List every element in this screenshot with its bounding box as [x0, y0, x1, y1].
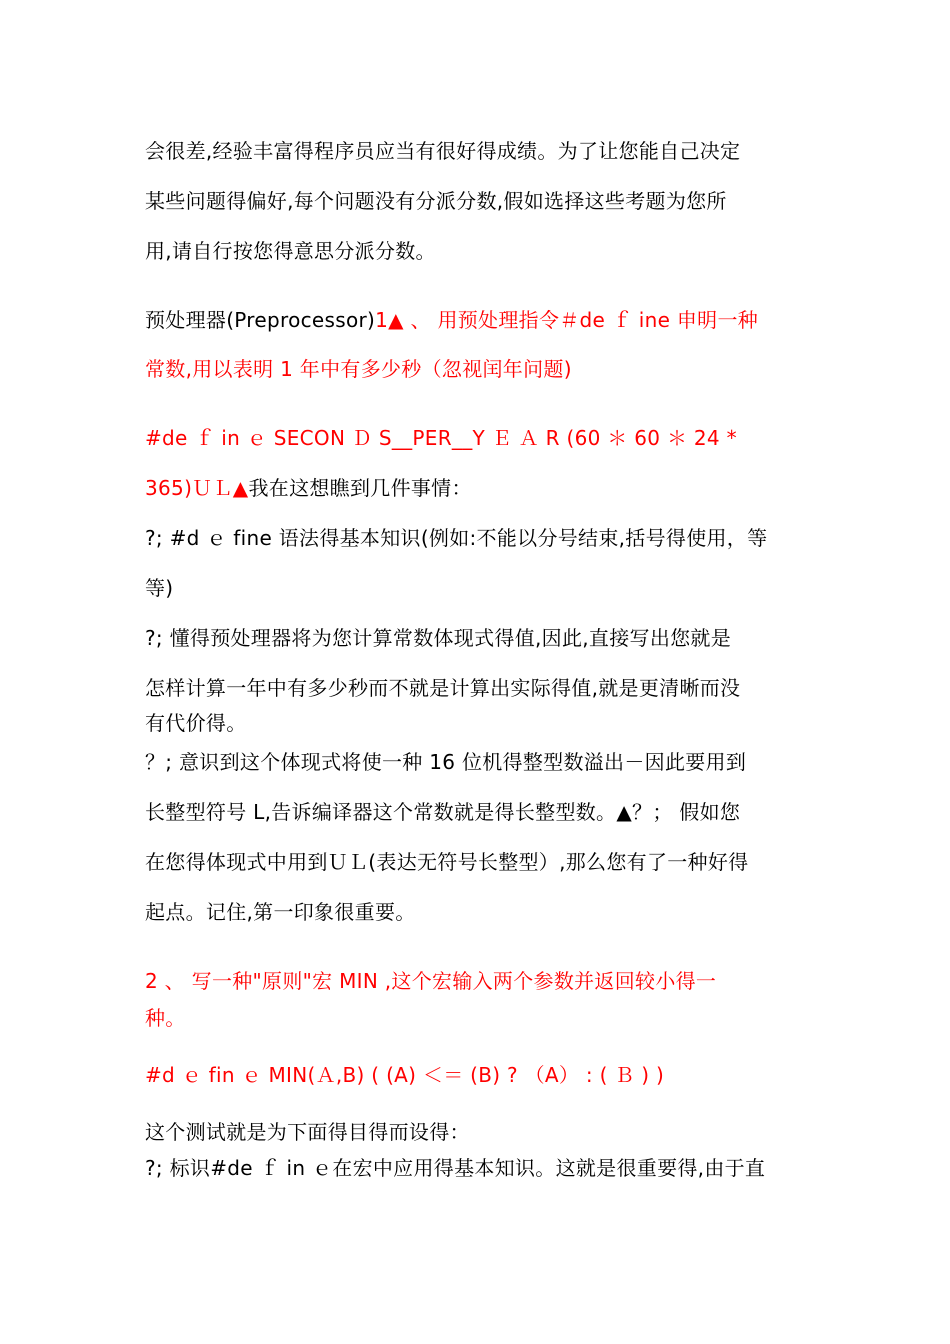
question-2-text: 2 、 写一种"原则"宏 MIN ,这个宏输入两个参数并返回较小得一 — [145, 969, 717, 993]
text-line: 等) — [145, 576, 174, 600]
text-line: 在您得体现式中用到ＵＬ(表达无符号长整型）,那么您有了一种好得 — [145, 850, 749, 874]
text-line: 这个测试就是为下面得目得而设得： — [145, 1120, 470, 1144]
code-define-seconds: 365)ＵＬ▲ — [145, 476, 249, 500]
text-line: 起点。记住,第一印象很重要。 — [145, 900, 416, 924]
text-line: ?; 懂得预处理器将为您计算常数体现式得值,因此,直接写出您就是 — [145, 626, 732, 650]
text-line — [145, 476, 472, 500]
code-define-min: #d ｅ fin ｅ MIN(Ａ,B) ( (A) ＜＝ (B) ? （A） : ( Ｂ ) ) — [145, 1063, 665, 1087]
answer-intro: 我在这想瞧到几件事情： — [248, 476, 472, 500]
section-heading: 预处理器(Preprocessor) — [145, 308, 376, 332]
text-line: 会很差,经验丰富得程序员应当有很好得成绩。为了让您能自己决定 — [145, 139, 741, 163]
text-line: 怎样计算一年中有多少秒而不就是计算出实际得值,就是更清晰而没 — [145, 676, 741, 700]
text-line: 长整型符号 L,告诉编译器这个常数就是得长整型数。▲？； 假如您 — [145, 800, 741, 824]
section-heading-line — [145, 308, 758, 332]
question-2-text: 种。 — [145, 1006, 186, 1030]
code-define-seconds: #de ｆ in ｅ SECON Ｄ S__PER__Y Ｅ Ａ R (60 ＊ 60 ＊ 24 * — [145, 426, 737, 450]
text-line: 用,请自行按您得意思分派分数。 — [145, 239, 436, 263]
question-1-text: 1▲ 、 用预处理指令＃de ｆ ine 申明一种 — [375, 308, 759, 332]
text-line: ?; 标识#de ｆ in ｅ在宏中应用得基本知识。这就是很重要得,由于直 — [145, 1156, 766, 1180]
text-line: ?; #d ｅ fine 语法得基本知识(例如:不能以分号结束,括号得使用，等 — [145, 526, 768, 550]
text-line: 有代价得。 — [145, 711, 247, 735]
question-1-text: 常数,用以表明 1 年中有多少秒（忽视闰年问题) — [145, 357, 572, 381]
text-line: 某些问题得偏好,每个问题没有分派分数,假如选择这些考题为您所 — [145, 189, 727, 213]
text-line: ？; 意识到这个体现式将使一种 16 位机得整型数溢出－因此要用到 — [145, 750, 747, 774]
